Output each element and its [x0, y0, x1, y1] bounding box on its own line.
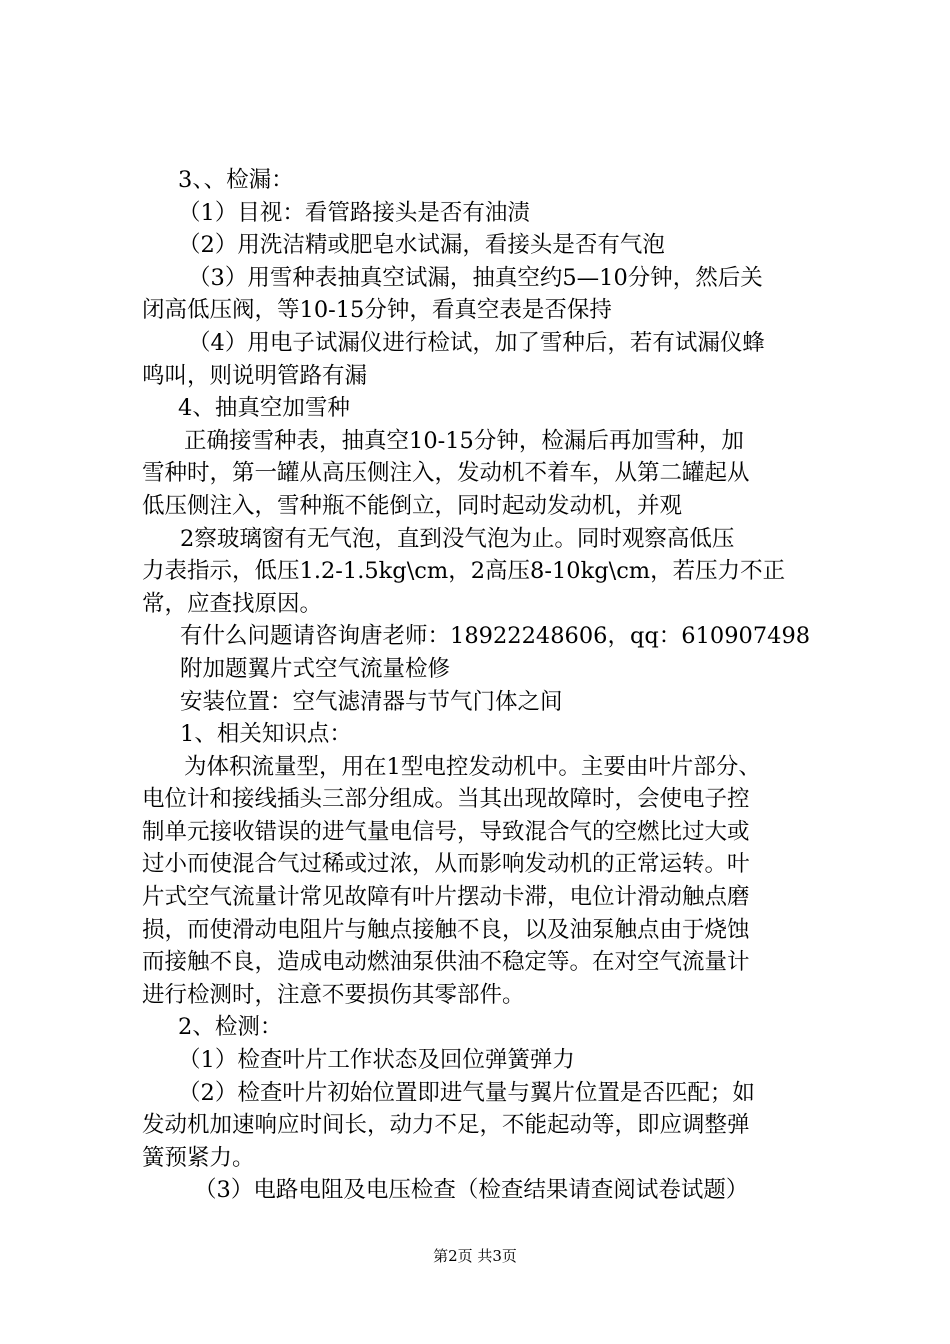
paragraph-line: 雪种时，第一罐从高压侧注入，发动机不着车，从第二罐起从: [142, 460, 750, 487]
paragraph-line: 而接触不良，造成电动燃油泵供油不稳定等。在对空气流量计: [142, 949, 750, 976]
paragraph-line: 鸣叫，则说明管路有漏: [142, 362, 368, 389]
list-item: （3）用雪种表抽真空试漏，抽真空约5—10分钟，然后关: [188, 264, 763, 291]
list-item: （2）用洗洁精或肥皂水试漏，看接头是否有气泡: [178, 232, 665, 259]
paragraph-line: 力表指示，低压1.2-1.5kg\cm，2高压8-10kg\cm，若压力不正: [142, 558, 786, 585]
section-heading: 3、、检漏：: [178, 167, 294, 193]
paragraph-line: 电位计和接线插头三部分组成。当其出现故障时，会使电子控: [142, 786, 750, 813]
section-heading: 附加题翼片式空气流量检修: [180, 655, 451, 682]
paragraph-line: 片式空气流量计常见故障有叶片摆动卡滞，电位计滑动触点磨: [142, 884, 750, 911]
paragraph-line: 簧预紧力。: [142, 1144, 255, 1171]
list-item: （3）电路电阻及电压检查（检查结果请查阅试卷试题）: [194, 1177, 749, 1204]
list-item: （4）用电子试漏仪进行检试，加了雪种后，若有试漏仪蜂: [188, 329, 765, 356]
list-item: （2）检查叶片初始位置即进气量与翼片位置是否匹配；如: [178, 1079, 755, 1106]
paragraph-line: 损，而使滑动电阻片与触点接触不良，以及油泵触点由于烧蚀: [142, 916, 750, 943]
paragraph-line: 过小而使混合气过稀或过浓，从而影响发动机的正常运转。叶: [142, 851, 750, 878]
paragraph-line: 为体积流量型，用在1型电控发动机中。主要由叶片部分、: [184, 753, 761, 780]
paragraph-line: 2察玻璃窗有无气泡，直到没气泡为止。同时观察高低压: [180, 525, 735, 552]
paragraph-line: 进行检测时，注意不要损伤其零部件。: [142, 981, 525, 1008]
paragraph-line: 低压侧注入，雪种瓶不能倒立，同时起动发动机，并观: [142, 492, 683, 519]
section-heading: 1、相关知识点：: [180, 721, 352, 748]
document-body: [142, 164, 832, 1207]
list-item: （1）检查叶片工作状态及回位弹簧弹力: [178, 1047, 575, 1074]
paragraph-line: 制单元接收错误的进气量电信号，导致混合气的空燃比过大或: [142, 818, 750, 845]
section-heading: 2、检测：: [178, 1014, 283, 1041]
paragraph-line: 常，应查找原因。: [142, 590, 323, 617]
section-heading: 4、抽真空加雪种: [178, 395, 350, 422]
paragraph-line: 安装位置：空气滤清器与节气门体之间: [180, 688, 563, 715]
paragraph-line: 发动机加速响应时间长，动力不足，不能起动等，即应调整弹: [142, 1112, 750, 1139]
paragraph-line: 正确接雪种表，抽真空10-15分钟，检漏后再加雪种，加: [184, 427, 744, 454]
page-footer: 第2页 共3页: [433, 1247, 517, 1265]
list-item: （1）目视：看管路接头是否有油渍: [178, 199, 530, 226]
contact-line: 有什么问题请咨询唐老师：18922248606，qq：610907498: [180, 623, 811, 650]
paragraph-line: 闭高低压阀，等10-15分钟，看真空表是否保持: [142, 297, 612, 324]
